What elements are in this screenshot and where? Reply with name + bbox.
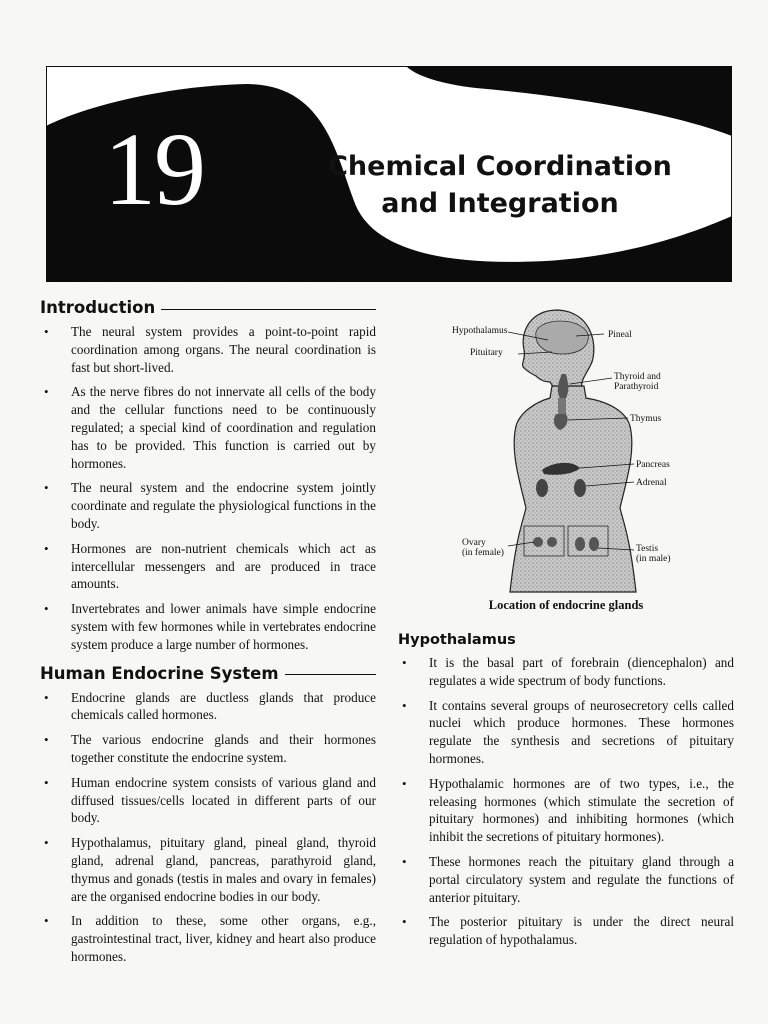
list-item: • It contains several groups of neurosecretory cells called nuclei which produce hormones. These hormones regulate the synthesis and secretions of pituitary hormones. bbox=[398, 697, 734, 768]
list-item: • In addition to these, some other organs, e.g., gastrointestinal tract, liver, kidney and heart also produce hormones. bbox=[40, 912, 376, 965]
heading-rule bbox=[285, 674, 376, 675]
list-item: • The various endocrine glands and their hormones together constitute the endocrine system. bbox=[40, 731, 376, 767]
pituitary-label: Pituitary bbox=[470, 348, 503, 358]
chapter-title-line-1: Chemical Coordination bbox=[328, 151, 672, 182]
list-item: • As the nerve fibres do not innervate all cells of the body and the cellular functions need to be continuously regulated; a special kind of coordination and regulation has to be provided. This function is carried out by hormones. bbox=[40, 383, 376, 472]
testis-label: Testis (in male) bbox=[636, 544, 671, 564]
hypothalamus-heading: Hypothalamus bbox=[398, 632, 516, 648]
list-item: • Hormones are non-nutrient chemicals which act as intercellular messengers and are produced in trace amounts. bbox=[40, 540, 376, 593]
chapter-number: 19 bbox=[104, 112, 204, 227]
adrenal-label: Adrenal bbox=[636, 478, 667, 488]
hypothalamus-label: Hypothalamus bbox=[452, 326, 508, 336]
list-item: • Endocrine glands are ductless glands that produce chemicals called hormones. bbox=[40, 689, 376, 725]
thymus-label: Thymus bbox=[630, 414, 662, 424]
list-item: • It is the basal part of forebrain (diencephalon) and regulates a wide spectrum of body functions. bbox=[398, 654, 734, 690]
chapter-title bbox=[300, 148, 700, 222]
introduction-list bbox=[40, 323, 376, 654]
endocrine-figure bbox=[440, 302, 690, 600]
list-item: • Invertebrates and lower animals have simple endocrine system with few hormones while in vertebrates endocrine system produce a large number of hormones. bbox=[40, 600, 376, 653]
list-item: • These hormones reach the pituitary gland through a portal circulatory system and regulate the functions of anterior pituitary. bbox=[398, 853, 734, 906]
heading-rule bbox=[161, 309, 376, 310]
list-item: • The neural system and the endocrine system jointly coordinate and regulate the physiological functions in the body. bbox=[40, 479, 376, 532]
list-item: • Human endocrine system consists of various gland and diffused tissues/cells located in different parts of our body. bbox=[40, 774, 376, 827]
pancreas-label: Pancreas bbox=[636, 460, 670, 470]
list-item: • Hypothalamic hormones are of two types, i.e., the releasing hormones (which stimulate the secretion of pituitary hormones) and inhibiting hormones (which inhibit the secretions of pituitary hormones). bbox=[398, 775, 734, 846]
human-endocrine-heading: Human Endocrine System bbox=[40, 664, 376, 683]
list-item: • The posterior pituitary is under the direct neural regulation of hypothalamus. bbox=[398, 913, 734, 949]
list-item: • The neural system provides a point-to-point rapid coordination among organs. The neural coordination is fast but short-lived. bbox=[40, 323, 376, 376]
left-column bbox=[40, 298, 376, 976]
introduction-heading: Introduction bbox=[40, 298, 376, 317]
hypothalamus-list bbox=[398, 654, 734, 949]
figure-caption: Location of endocrine glands bbox=[488, 598, 644, 612]
list-item: • Hypothalamus, pituitary gland, pineal gland, thyroid gland, adrenal gland, pancreas, parathyroid gland, thymus and gonads (testis in males and ovary in females) are the organised endocrine bodies in our body. bbox=[40, 834, 376, 905]
pineal-label: Pineal bbox=[608, 330, 632, 340]
human-endocrine-list bbox=[40, 689, 376, 966]
chapter-title-line-2: and Integration bbox=[381, 188, 619, 219]
thyroid-label: Thyroid and Parathyroid bbox=[614, 372, 661, 392]
right-column bbox=[398, 632, 734, 959]
ovary-label: Ovary (in female) bbox=[462, 538, 504, 558]
